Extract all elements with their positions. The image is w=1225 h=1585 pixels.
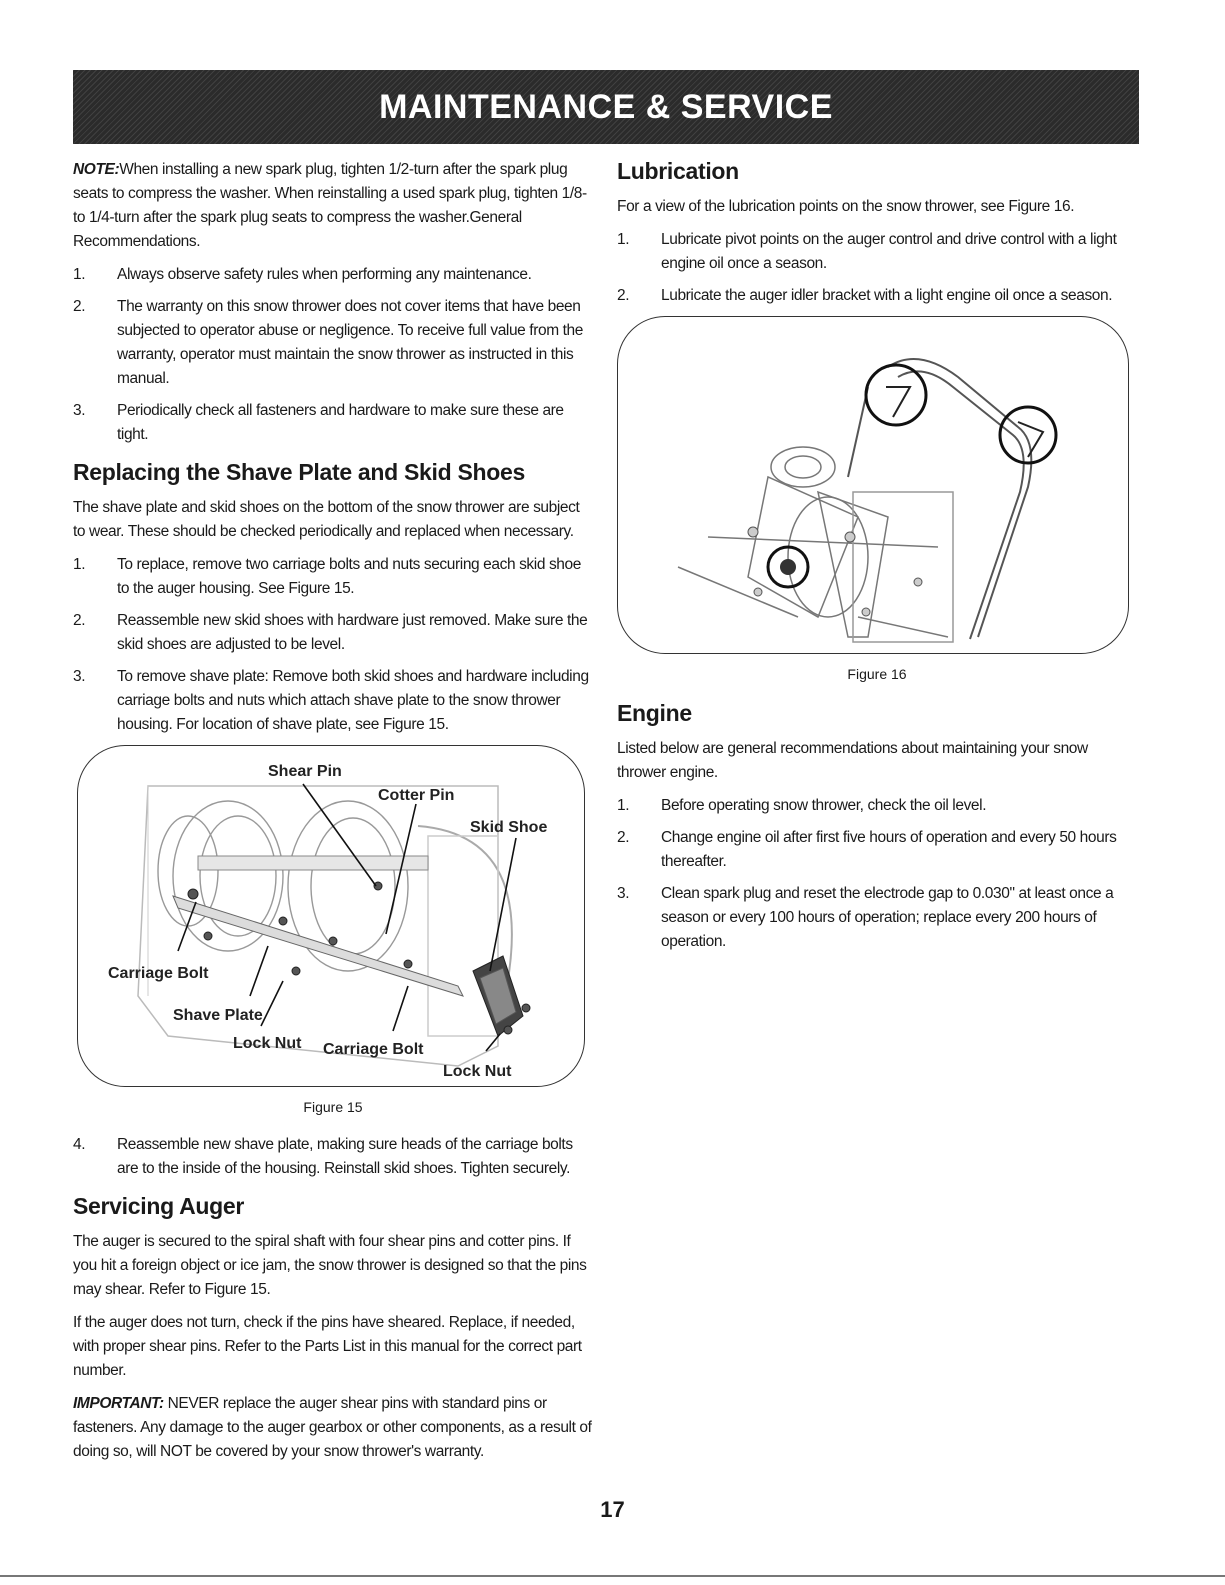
list-number: 3. <box>73 402 86 419</box>
figure-15-caption: Figure 15 <box>303 1099 363 1115</box>
shave-plate-heading: Replacing the Shave Plate and Skid Shoes <box>73 459 525 485</box>
section-title: MAINTENANCE & SERVICE <box>379 87 833 126</box>
list-text: Always observe safety rules when performing any maintenance. <box>117 266 532 283</box>
list-item <box>73 609 593 657</box>
lubrication-heading: Lubrication <box>617 158 739 184</box>
list-text: Lubricate pivot points on the auger control and drive control with a light engine oil once a season. <box>661 231 1117 272</box>
list-text: Clean spark plug and reset the electrode gap to 0.030" at least once a season or every 100 hours of operation; replace every 200 hours of operation. <box>661 885 1114 950</box>
label-lock-nut-right: Lock Nut <box>443 1063 512 1080</box>
figure-16 <box>617 316 1129 654</box>
list-item <box>73 295 593 391</box>
list-text: Reassemble new shave plate, making sure heads of the carriage bolts are to the inside of the housing. Reinstall skid shoes. Tighten securely. <box>117 1136 573 1177</box>
label-carriage-bolt-left: Carriage Bolt <box>108 965 209 982</box>
general-recommendations-list <box>73 263 593 447</box>
section-banner <box>73 70 1139 144</box>
list-text: Lubricate the auger idler bracket with a light engine oil once a season. <box>661 287 1113 304</box>
servicing-auger-heading: Servicing Auger <box>73 1193 245 1219</box>
auger-paragraph-1: The auger is secured to the spiral shaft with four shear pins and cotter pins. If you hit a foreign object or ice jam, the snow thrower is designed so that the pins may shear. Refer to Figure 15. <box>73 1233 587 1298</box>
lubrication-points-illustration <box>618 317 1128 653</box>
note-lead: NOTE: <box>73 161 120 178</box>
engine-heading: Engine <box>617 700 692 726</box>
list-number: 3. <box>73 668 86 685</box>
label-shave-plate: Shave Plate <box>173 1007 263 1024</box>
note-paragraph <box>73 158 593 254</box>
list-item <box>617 794 1137 818</box>
label-carriage-bolt-right: Carriage Bolt <box>323 1041 424 1058</box>
list-number: 1. <box>73 556 86 573</box>
shave-plate-steps-continued <box>73 1133 593 1181</box>
bottom-rule <box>0 1575 1225 1577</box>
label-shear-pin: Shear Pin <box>268 763 342 780</box>
list-number: 2. <box>73 612 86 629</box>
list-text: To replace, remove two carriage bolts and nuts securing each skid shoe to the auger housing. See Figure 15. <box>117 556 581 597</box>
list-number: 2. <box>73 298 86 315</box>
list-item <box>73 665 593 737</box>
list-text: Periodically check all fasteners and hardware to make sure these are tight. <box>117 402 564 443</box>
list-item <box>617 882 1137 954</box>
important-lead: IMPORTANT: <box>73 1395 164 1412</box>
list-number: 2. <box>617 829 630 846</box>
label-lock-nut-left: Lock Nut <box>233 1035 302 1052</box>
list-number: 1. <box>73 266 86 283</box>
figure-16-caption: Figure 16 <box>847 666 907 682</box>
auger-housing-illustration <box>78 746 584 1086</box>
list-number: 2. <box>617 287 630 304</box>
label-skid-shoe: Skid Shoe <box>470 819 548 836</box>
engine-intro: Listed below are general recommendations about maintaining your snow thrower engine. <box>617 740 1088 781</box>
important-text: NEVER replace the auger shear pins with standard pins or fasteners. Any damage to the auger gearbox or other components, as a result of doing so, will NOT be covered by your snow thrower's warranty. <box>73 1395 592 1460</box>
page-number: 17 <box>600 1497 625 1522</box>
list-item <box>617 826 1137 874</box>
engine-list <box>617 794 1137 954</box>
figure-15 <box>77 745 585 1087</box>
list-item <box>73 399 593 447</box>
shave-intro: The shave plate and skid shoes on the bottom of the snow thrower are subject to wear. These should be checked periodically and replaced when necessary. <box>73 499 580 540</box>
list-item <box>73 553 593 601</box>
list-item <box>617 228 1137 276</box>
list-text: To remove shave plate: Remove both skid shoes and hardware including carriage bolts and nuts which attach shave plate to the snow thrower housing. For location of shave plate, see Figure 15. <box>117 668 589 733</box>
list-number: 4. <box>73 1136 86 1153</box>
right-column <box>617 158 1137 962</box>
list-item <box>73 1133 593 1181</box>
list-number: 3. <box>617 885 630 902</box>
important-paragraph <box>73 1392 593 1464</box>
label-cotter-pin: Cotter Pin <box>378 787 455 804</box>
list-number: 1. <box>617 231 630 248</box>
shave-plate-steps <box>73 553 593 737</box>
auger-paragraph-2: If the auger does not turn, check if the pins have sheared. Replace, if needed, with proper shear pins. Refer to the Parts List in this manual for the correct part number. <box>73 1314 582 1379</box>
list-number: 1. <box>617 797 630 814</box>
left-column <box>73 158 593 1473</box>
list-item <box>73 263 593 287</box>
lubrication-intro: For a view of the lubrication points on the snow thrower, see Figure 16. <box>617 198 1075 215</box>
lubrication-list <box>617 228 1137 308</box>
list-text: The warranty on this snow thrower does not cover items that have been subjected to operator abuse or negligence. To receive full value from the warranty, operator must maintain the snow thrower as instructed in this manual. <box>117 298 583 387</box>
note-text: When installing a new spark plug, tighten 1/2-turn after the spark plug seats to compress the washer. When reinstalling a used spark plug, tighten 1/8- to 1/4-turn after the spark plug seats to compress the washer.General Recommendations. <box>73 161 587 250</box>
list-item <box>617 284 1137 308</box>
list-text: Reassemble new skid shoes with hardware just removed. Make sure the skid shoes are adjusted to be level. <box>117 612 588 653</box>
list-text: Change engine oil after first five hours of operation and every 50 hours thereafter. <box>661 829 1117 870</box>
list-text: Before operating snow thrower, check the oil level. <box>661 797 987 814</box>
